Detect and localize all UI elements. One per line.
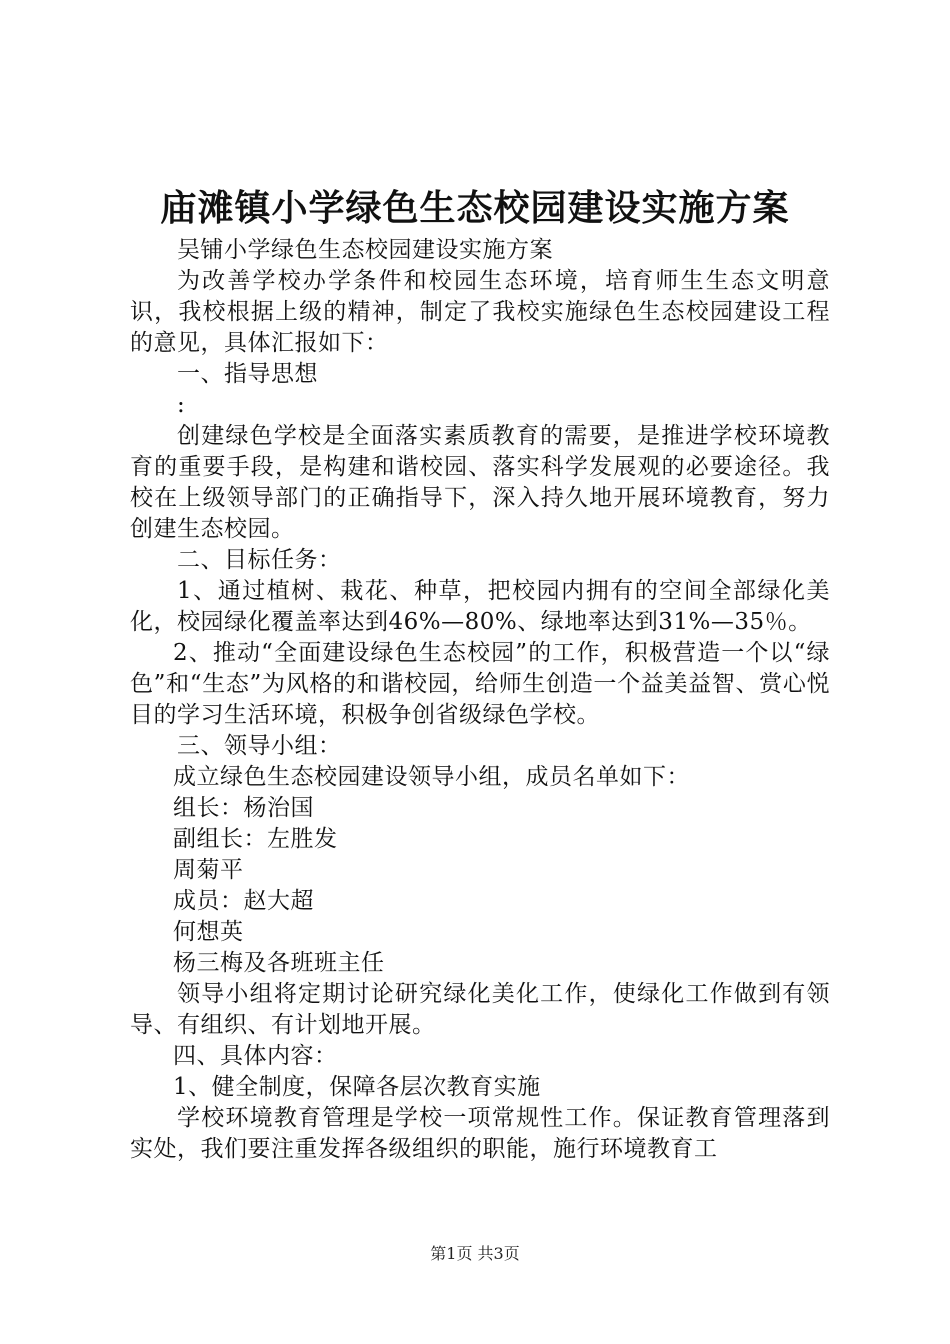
document-body (130, 235, 830, 1165)
paragraph: 1、健全制度，保障各层次教育实施 (173, 1074, 541, 1100)
paragraph: 学校环境教育管理是学校一项常规性工作。保证教育管理落到实处，我们要注重发挥各级组织的职能，施行环境教育工 (130, 1105, 830, 1162)
paragraph: 组长：杨治国 (173, 795, 314, 821)
paragraph: 成立绿色生态校园建设领导小组，成员名单如下： (173, 764, 690, 790)
paragraph: 1、通过植树、栽花、种草，把校园内拥有的空间全部绿化美化，校园绿化覆盖率达到46%—80%、绿地率达到31%—35％。 (130, 578, 830, 635)
paragraph: 周菊平 (173, 857, 244, 883)
document-title: 庙滩镇小学绿色生态校园建设实施方案 (160, 187, 790, 229)
paragraph: 为改善学校办学条件和校园生态环境，培育师生生态文明意识，我校根据上级的精神，制定了我校实施绿色生态校园建设工程的意见，具体汇报如下： (130, 268, 830, 356)
section-heading: 二、目标任务： (177, 547, 342, 573)
paragraph: 何想英 (173, 919, 244, 945)
section-heading: 一、指导思想 (177, 361, 318, 387)
paragraph: 2、推动“全面建设绿色生态校园”的工作，积极营造一个以“绿色”和“生态”为风格的和谐校园，给师生创造一个益美益智、赏心悦目的学习生活环境，积极争创省级绿色学校。 (130, 640, 830, 728)
paragraph: 创建绿色学校是全面落实素质教育的需要，是推进学校环境教育的重要手段，是构建和谐校园、落实科学发展观的必要途径。我校在上级领导部门的正确指导下，深入持久地开展环境教育，努力创建生态校园。 (130, 423, 830, 542)
paragraph: 副组长：左胜发 (173, 826, 338, 852)
paragraph: 成员：赵大超 (173, 888, 314, 914)
paragraph: : (177, 392, 186, 418)
section-heading: 三、领导小组： (177, 733, 342, 759)
page-footer: 第1页 共3页 (430, 1244, 520, 1263)
paragraph: 吴铺小学绿色生态校园建设实施方案 (177, 237, 553, 263)
paragraph: 领导小组将定期讨论研究绿化美化工作，使绿化工作做到有领导、有组织、有计划地开展。 (130, 981, 830, 1038)
paragraph: 杨三梅及各班班主任 (173, 950, 385, 976)
section-heading: 四、具体内容： (173, 1043, 338, 1069)
